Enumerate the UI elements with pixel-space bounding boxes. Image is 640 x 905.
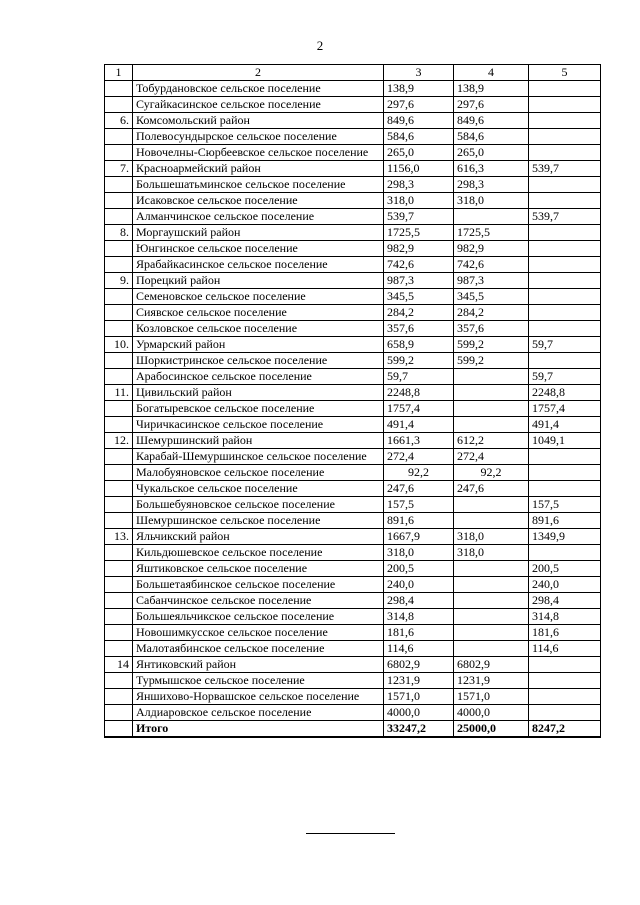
row-col5-value [529,321,601,337]
table-row [105,609,601,625]
table-row [105,641,601,657]
row-number [105,353,133,369]
row-col4-value [454,209,529,225]
row-col5-value [529,449,601,465]
row-col3-value: 491,4 [384,417,454,433]
row-name: Шемуршинское сельское поселение [133,513,384,529]
total-col5-value: 8247,2 [529,721,601,738]
row-col3-value: 982,9 [384,241,454,257]
row-col4-value: 612,2 [454,433,529,449]
row-col3-value: 247,6 [384,481,454,497]
row-col3-value: 200,5 [384,561,454,577]
row-col5-value: 181,6 [529,625,601,641]
row-col5-value [529,225,601,241]
table-row [105,113,601,129]
row-col5-value [529,465,601,481]
row-col5-value [529,177,601,193]
row-col5-value: 1349,9 [529,529,601,545]
row-col5-value [529,241,601,257]
row-col5-value: 491,4 [529,417,601,433]
row-col3-value: 4000,0 [384,705,454,721]
row-number: 8. [105,225,133,241]
row-number [105,449,133,465]
row-number [105,465,133,481]
row-col3-value: 584,6 [384,129,454,145]
table-row [105,241,601,257]
row-col4-value: 318,0 [454,529,529,545]
header-cell-3: 3 [384,65,454,81]
row-col3-value: 272,4 [384,449,454,465]
row-col4-value: 265,0 [454,145,529,161]
row-name: Тобурдановское сельское поселение [133,81,384,97]
row-col3-value: 157,5 [384,497,454,513]
row-name: Кильдюшевское сельское поселение [133,545,384,561]
row-col4-value: 318,0 [454,545,529,561]
row-col3-value: 345,5 [384,289,454,305]
row-name: Красноармейский район [133,161,384,177]
row-col3-value: 1571,0 [384,689,454,705]
row-name: Комсомольский район [133,113,384,129]
row-col4-value [454,513,529,529]
closing-rule [306,833,395,834]
row-col3-value: 1661,3 [384,433,454,449]
row-col4-value [454,385,529,401]
row-name: Яншихово-Норвашское сельское поселение [133,689,384,705]
row-number [105,641,133,657]
row-number [105,513,133,529]
table-row [105,481,601,497]
header-cell-5: 5 [529,65,601,81]
row-col4-value: 599,2 [454,337,529,353]
page-number: 2 [316,38,324,53]
row-name: Шемуршинский район [133,433,384,449]
row-name: Семеновское сельское поселение [133,289,384,305]
table-row [105,673,601,689]
table-row [105,577,601,593]
table-row [105,529,601,545]
row-col4-value: 584,6 [454,129,529,145]
row-col4-value: 298,3 [454,177,529,193]
row-col4-value [454,625,529,641]
row-col5-value [529,129,601,145]
row-name: Шоркистринское сельское поселение [133,353,384,369]
row-col4-value: 297,6 [454,97,529,113]
table-row [105,593,601,609]
table-row [105,321,601,337]
row-col5-value: 314,8 [529,609,601,625]
row-col3-value: 297,6 [384,97,454,113]
row-number [105,417,133,433]
row-col5-value: 539,7 [529,209,601,225]
table-row [105,385,601,401]
row-col5-value: 1049,1 [529,433,601,449]
table-row [105,177,601,193]
header-cell-4: 4 [454,65,529,81]
row-number [105,209,133,225]
row-name: Большешатьминское сельское поселение [133,177,384,193]
row-number: 10. [105,337,133,353]
total-label: Итого [133,721,384,738]
row-col5-value [529,353,601,369]
row-col5-value: 1757,4 [529,401,601,417]
row-col5-value [529,289,601,305]
table-row [105,257,601,273]
row-col4-value: 92,2 [454,465,529,481]
row-name: Чукальское сельское поселение [133,481,384,497]
row-col4-value: 1725,5 [454,225,529,241]
row-col3-value: 1667,9 [384,529,454,545]
allocation-table [104,64,601,738]
table-row [105,225,601,241]
table-row [105,417,601,433]
row-col3-value: 59,7 [384,369,454,385]
row-col4-value [454,561,529,577]
row-col5-value: 200,5 [529,561,601,577]
row-col3-value: 2248,8 [384,385,454,401]
row-name: Арабосинское сельское поселение [133,369,384,385]
row-col3-value: 284,2 [384,305,454,321]
row-col5-value [529,545,601,561]
row-number [105,481,133,497]
table-row [105,449,601,465]
row-col4-value [454,497,529,513]
row-col4-value: 1571,0 [454,689,529,705]
table-row [105,433,601,449]
row-col4-value: 742,6 [454,257,529,273]
row-col3-value: 181,6 [384,625,454,641]
row-col3-value: 114,6 [384,641,454,657]
row-number [105,561,133,577]
row-col4-value [454,401,529,417]
row-name: Турмышское сельское поселение [133,673,384,689]
row-col3-value: 987,3 [384,273,454,289]
row-col4-value [454,609,529,625]
row-name: Сиявское сельское поселение [133,305,384,321]
row-name: Юнгинское сельское поселение [133,241,384,257]
table-row [105,689,601,705]
row-name: Янтиковский район [133,657,384,673]
row-col3-value: 298,4 [384,593,454,609]
row-col3-value: 6802,9 [384,657,454,673]
row-number: 12. [105,433,133,449]
table-row [105,705,601,721]
row-col4-value: 4000,0 [454,705,529,721]
row-col3-value: 240,0 [384,577,454,593]
row-name: Урмарский район [133,337,384,353]
row-name: Новошимкусское сельское поселение [133,625,384,641]
table-row [105,161,601,177]
total-row [105,721,601,738]
row-col3-value: 265,0 [384,145,454,161]
row-col4-value: 345,5 [454,289,529,305]
row-name: Карабай-Шемуршинское сельское поселение [133,449,384,465]
table-row [105,625,601,641]
row-name: Ярабайкасинское сельское поселение [133,257,384,273]
row-number [105,129,133,145]
row-name: Исаковское сельское поселение [133,193,384,209]
table-row [105,337,601,353]
row-name: Яльчикский район [133,529,384,545]
total-number [105,721,133,738]
row-number [105,673,133,689]
row-col5-value [529,481,601,497]
row-col4-value: 284,2 [454,305,529,321]
row-number [105,369,133,385]
header-cell-2: 2 [133,65,384,81]
row-number [105,401,133,417]
row-number [105,577,133,593]
row-col4-value: 849,6 [454,113,529,129]
row-number [105,81,133,97]
row-col3-value: 539,7 [384,209,454,225]
row-col4-value [454,593,529,609]
row-col5-value [529,81,601,97]
table-row [105,401,601,417]
table-row [105,129,601,145]
row-number [105,97,133,113]
row-number: 11. [105,385,133,401]
row-name: Сабанчинское сельское поселение [133,593,384,609]
row-col5-value: 157,5 [529,497,601,513]
table-row [105,97,601,113]
row-col5-value: 59,7 [529,369,601,385]
row-col4-value: 247,6 [454,481,529,497]
row-col5-value [529,145,601,161]
row-col5-value: 114,6 [529,641,601,657]
row-number [105,145,133,161]
row-col4-value [454,577,529,593]
table-row [105,369,601,385]
row-name: Цивильский район [133,385,384,401]
row-col4-value: 318,0 [454,193,529,209]
row-col3-value: 318,0 [384,545,454,561]
table-row [105,193,601,209]
row-number: 6. [105,113,133,129]
header-row [105,65,601,81]
row-col5-value [529,305,601,321]
table-row [105,497,601,513]
row-col5-value: 2248,8 [529,385,601,401]
row-col3-value: 318,0 [384,193,454,209]
row-col3-value: 314,8 [384,609,454,625]
row-col5-value [529,657,601,673]
row-col5-value [529,113,601,129]
row-number [105,289,133,305]
row-col4-value: 272,4 [454,449,529,465]
row-number [105,241,133,257]
row-name: Сугайкасинское сельское поселение [133,97,384,113]
row-name: Малобуяновское сельское поселение [133,465,384,481]
header-cell-1: 1 [105,65,133,81]
row-col5-value: 891,6 [529,513,601,529]
row-number [105,625,133,641]
row-col4-value [454,641,529,657]
row-col4-value: 987,3 [454,273,529,289]
row-col5-value [529,705,601,721]
row-col3-value: 599,2 [384,353,454,369]
row-col3-value: 1156,0 [384,161,454,177]
row-col5-value: 59,7 [529,337,601,353]
table-row [105,513,601,529]
table-row [105,561,601,577]
row-number [105,257,133,273]
row-number: 13. [105,529,133,545]
row-col4-value: 6802,9 [454,657,529,673]
row-number: 14 [105,657,133,673]
row-col3-value: 298,3 [384,177,454,193]
row-col5-value: 539,7 [529,161,601,177]
row-col4-value: 357,6 [454,321,529,337]
row-name: Чиричкасинское сельское поселение [133,417,384,433]
row-col4-value [454,369,529,385]
row-name: Алманчинское сельское поселение [133,209,384,225]
row-col3-value: 357,6 [384,321,454,337]
row-col3-value: 138,9 [384,81,454,97]
row-col5-value [529,673,601,689]
table-row [105,145,601,161]
row-col3-value: 1231,9 [384,673,454,689]
row-name: Новочелны-Сюрбеевское сельское поселение [133,145,384,161]
table-row [105,353,601,369]
row-col4-value: 616,3 [454,161,529,177]
table-row [105,209,601,225]
row-col4-value: 138,9 [454,81,529,97]
row-col3-value: 1725,5 [384,225,454,241]
row-number [105,705,133,721]
row-col3-value: 891,6 [384,513,454,529]
row-col5-value [529,193,601,209]
row-name: Малотаябинское сельское поселение [133,641,384,657]
row-number: 9. [105,273,133,289]
row-number [105,609,133,625]
row-name: Богатыревское сельское поселение [133,401,384,417]
row-col5-value: 240,0 [529,577,601,593]
table-row [105,465,601,481]
row-col5-value [529,689,601,705]
row-number [105,321,133,337]
row-name: Порецкий район [133,273,384,289]
row-col5-value [529,273,601,289]
row-number: 7. [105,161,133,177]
row-col5-value: 298,4 [529,593,601,609]
row-col3-value: 1757,4 [384,401,454,417]
row-col3-value: 742,6 [384,257,454,273]
row-name: Алдиаровское сельское поселение [133,705,384,721]
row-col4-value: 1231,9 [454,673,529,689]
row-name: Большетаябинское сельское поселение [133,577,384,593]
row-number [105,545,133,561]
row-number [105,305,133,321]
row-col4-value [454,417,529,433]
row-col3-value: 658,9 [384,337,454,353]
row-name: Полевосундырское сельское поселение [133,129,384,145]
table-row [105,289,601,305]
row-name: Большебуяновское сельское поселение [133,497,384,513]
row-number [105,177,133,193]
row-col5-value [529,97,601,113]
row-number [105,193,133,209]
total-col4-value: 25000,0 [454,721,529,738]
row-number [105,689,133,705]
row-col3-value: 849,6 [384,113,454,129]
row-col5-value [529,257,601,273]
row-number [105,497,133,513]
total-col3-value: 33247,2 [384,721,454,738]
row-name: Козловское сельское поселение [133,321,384,337]
row-col4-value: 982,9 [454,241,529,257]
table-row [105,81,601,97]
table-row [105,657,601,673]
row-col3-value: 92,2 [384,465,454,481]
row-name: Большеяльчикское сельское поселение [133,609,384,625]
table-row [105,545,601,561]
row-number [105,593,133,609]
row-name: Яштиковское сельское поселение [133,561,384,577]
row-name: Моргаушский район [133,225,384,241]
table-row [105,273,601,289]
row-col4-value: 599,2 [454,353,529,369]
table-row [105,305,601,321]
